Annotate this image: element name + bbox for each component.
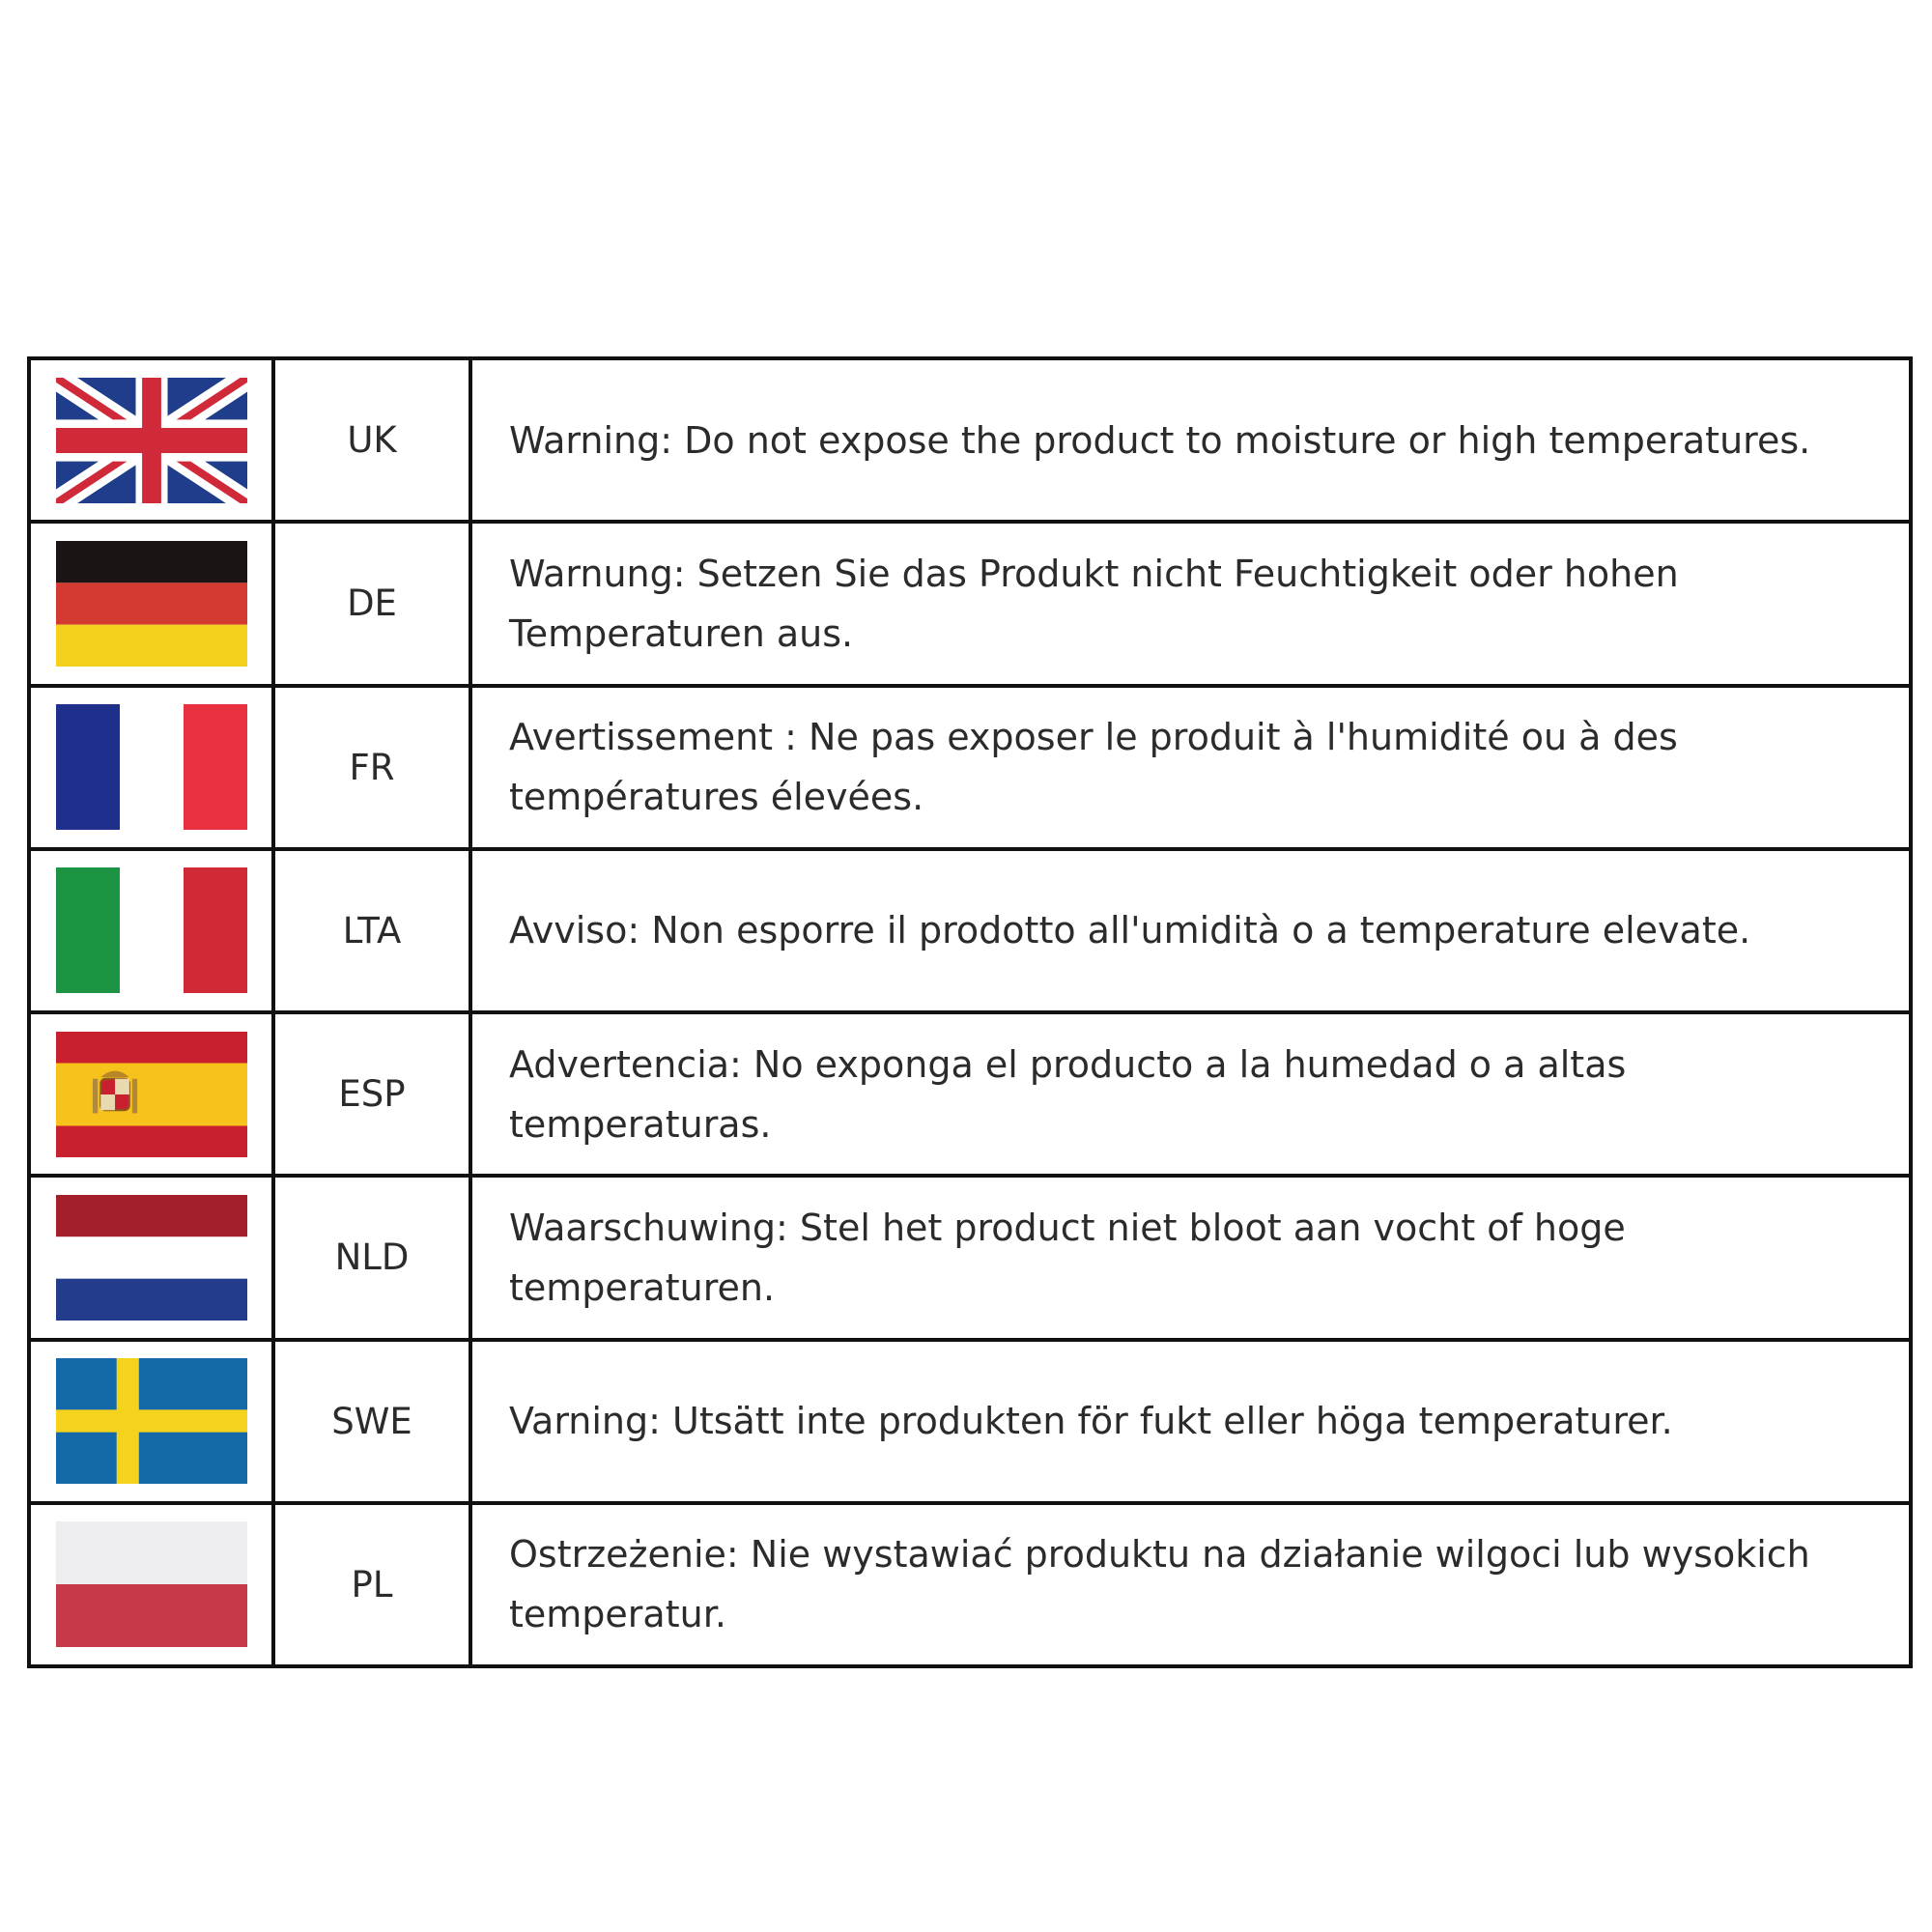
country-code: SWE [273, 1340, 470, 1503]
country-code: PL [273, 1503, 470, 1666]
country-code: ESP [273, 1012, 470, 1176]
table-row [29, 1176, 1911, 1339]
warnings-table [27, 356, 1913, 1668]
table-row [29, 849, 1911, 1012]
flag-cell [29, 1012, 273, 1176]
country-code: LTA [273, 849, 470, 1012]
country-code: UK [273, 358, 470, 522]
germany-flag-icon [56, 541, 247, 667]
flag-cell [29, 358, 273, 522]
table-row [29, 1012, 1911, 1176]
sweden-flag-icon [56, 1358, 247, 1484]
flag-cell [29, 1503, 273, 1666]
country-code: FR [273, 686, 470, 849]
table-row [29, 1503, 1911, 1666]
warning-text: Avertissement : Ne pas exposer le produit à l'humidité ou à des températures élevées. [470, 686, 1911, 849]
france-flag-icon [56, 704, 247, 830]
flag-cell [29, 522, 273, 685]
table-row [29, 358, 1911, 522]
uk-flag-icon [56, 378, 247, 503]
warning-text: Warning: Do not expose the product to moisture or high temperatures. [470, 358, 1911, 522]
table-row [29, 1340, 1911, 1503]
country-code: DE [273, 522, 470, 685]
spain-flag-icon [56, 1032, 247, 1157]
italy-flag-icon [56, 867, 247, 993]
warning-text: Advertencia: No exponga el producto a la humedad o a altas temperaturas. [470, 1012, 1911, 1176]
netherlands-flag-icon [56, 1195, 247, 1321]
table-row [29, 522, 1911, 685]
flag-cell [29, 686, 273, 849]
warning-text: Ostrzeżenie: Nie wystawiać produktu na działanie wilgoci lub wysokich temperatur. [470, 1503, 1911, 1666]
country-code: NLD [273, 1176, 470, 1339]
flag-cell [29, 1340, 273, 1503]
table-row [29, 686, 1911, 849]
flag-cell [29, 1176, 273, 1339]
warning-text: Avviso: Non esporre il prodotto all'umidità o a temperature elevate. [470, 849, 1911, 1012]
warning-text: Waarschuwing: Stel het product niet bloot aan vocht of hoge temperaturen. [470, 1176, 1911, 1339]
flag-cell [29, 849, 273, 1012]
warning-text: Varning: Utsätt inte produkten för fukt eller höga temperaturer. [470, 1340, 1911, 1503]
poland-flag-icon [56, 1521, 247, 1647]
warning-text: Warnung: Setzen Sie das Produkt nicht Feuchtigkeit oder hohen Temperaturen aus. [470, 522, 1911, 685]
